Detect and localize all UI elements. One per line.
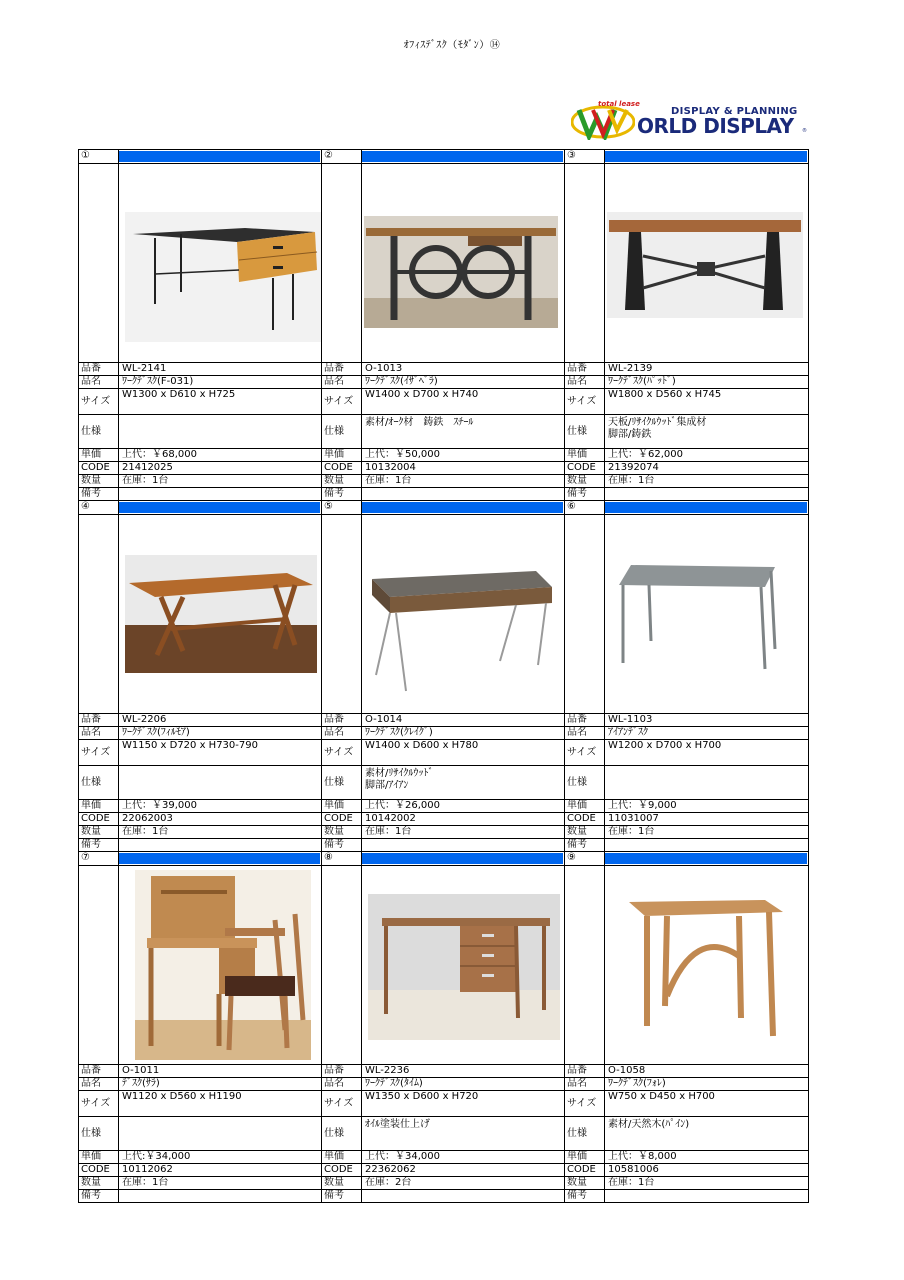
label-name: 品名 [322,1078,362,1090]
product-spec [362,766,564,799]
product-row-3 [79,852,809,1203]
product-price: 上代:￥34,000 [122,1151,191,1162]
label-price: 単価 [79,1151,119,1163]
label-qty: 数量 [322,826,362,838]
product-card [79,852,322,1203]
label-name: 品名 [322,376,362,388]
product-size: W1200 x D700 x H700 [608,740,722,751]
product-note [605,839,808,851]
product-photo-hutch-desk-with-chair [135,870,311,1064]
label-price: 単価 [322,1151,362,1163]
product-name: ｱｲｱﾝﾃﾞｽｸ [608,727,648,738]
label-price: 単価 [565,1151,605,1163]
product-index: ① [79,150,119,163]
label-code: CODE [322,813,362,825]
spec-line: 天板/ﾘｻｲｸﾙｳｯﾄﾞ集成材 [608,417,707,428]
product-card [79,150,322,501]
product-qty: 在庫：1台 [122,475,169,486]
product-note [119,839,321,851]
label-number: 品番 [565,363,605,375]
label-spec: 仕様 [79,1117,119,1150]
product-spec [362,1117,564,1150]
spec-line: 素材/ｵｰｸ材 鋳鉄 ｽﾁｰﾙ [365,417,474,428]
label-number: 品番 [79,1065,119,1077]
logo-name: ORLD DISPLAY [637,114,794,138]
product-spec [605,766,808,799]
product-code: 11031007 [608,813,659,824]
label-code: CODE [322,462,362,474]
label-qty: 数量 [565,826,605,838]
label-size: サイズ [322,1091,362,1116]
label-number: 品番 [565,1065,605,1077]
label-qty: 数量 [79,1177,119,1189]
label-price: 単価 [322,800,362,812]
label-size: サイズ [322,740,362,765]
product-photo-industrial-iron-desk [607,212,803,322]
product-number: WL-2139 [608,363,653,374]
product-price: 上代：￥34,000 [365,1151,440,1162]
label-spec: 仕様 [322,1117,362,1150]
label-spec: 仕様 [565,766,605,799]
product-number: O-1058 [608,1065,646,1076]
product-spec [119,1117,321,1150]
label-note: 備考 [565,839,605,851]
product-code: 22362062 [365,1164,416,1175]
product-photo-cast-iron-desk [364,216,558,332]
label-price: 単価 [565,800,605,812]
product-index: ⑨ [565,852,605,865]
product-note [362,1190,564,1202]
label-qty: 数量 [322,475,362,487]
label-price: 単価 [322,449,362,461]
label-code: CODE [79,1164,119,1176]
header-bar [362,502,563,513]
label-qty: 数量 [322,1177,362,1189]
product-price: 上代：￥26,000 [365,800,440,811]
product-name: ﾜｰｸﾃﾞｽｸ(ﾊﾟｯﾄﾞ) [608,376,676,387]
label-price: 単価 [79,449,119,461]
product-size: W750 x D450 x H700 [608,1091,715,1102]
product-number: WL-2236 [365,1065,410,1076]
product-card [322,501,565,852]
product-name: ﾜｰｸﾃﾞｽｸ(F-031) [122,376,194,387]
product-note [605,1190,808,1202]
product-photo-wood-desk-with-drawers [368,894,560,1044]
header-bar [119,151,320,162]
product-qty: 在庫：1台 [608,475,655,486]
product-card [565,852,809,1203]
label-spec: 仕様 [322,415,362,448]
label-number: 品番 [565,714,605,726]
product-spec [119,766,321,799]
product-name: ﾃﾞｽｸ(ｻﾗ) [122,1078,160,1089]
product-card [565,501,809,852]
product-name: ﾜｰｸﾃﾞｽｸ(ｲｻﾞﾍﾞﾗ) [365,376,438,387]
product-code: 22062003 [122,813,173,824]
product-qty: 在庫：1台 [608,826,655,837]
label-name: 品名 [565,727,605,739]
product-spec [362,415,564,448]
product-number: O-1013 [365,363,403,374]
label-note: 備考 [79,488,119,500]
label-note: 備考 [565,488,605,500]
product-price: 上代：￥50,000 [365,449,440,460]
label-name: 品名 [565,1078,605,1090]
product-index: ⑦ [79,852,119,865]
label-size: サイズ [79,389,119,414]
product-code: 10142002 [365,813,416,824]
label-qty: 数量 [565,1177,605,1189]
label-name: 品名 [565,376,605,388]
product-note [119,488,321,500]
product-code: 21412025 [122,462,173,473]
product-spec [605,1117,808,1150]
label-price: 単価 [565,449,605,461]
product-size: W1400 x D700 x H740 [365,389,479,400]
product-qty: 在庫：2台 [365,1177,412,1188]
product-size: W1300 x D610 x H725 [122,389,236,400]
label-size: サイズ [565,1091,605,1116]
product-index: ④ [79,501,119,514]
product-price: 上代：￥9,000 [608,800,677,811]
product-photo-pine-arch-desk [625,896,785,1050]
header-bar [119,502,320,513]
product-qty: 在庫：1台 [122,1177,169,1188]
product-spec [119,415,321,448]
product-size: W1120 x D560 x H1190 [122,1091,242,1102]
product-index: ⑤ [322,501,362,514]
label-name: 品名 [322,727,362,739]
label-code: CODE [565,813,605,825]
product-spec [605,415,808,448]
label-number: 品番 [322,714,362,726]
label-name: 品名 [79,727,119,739]
label-size: サイズ [322,389,362,414]
label-spec: 仕様 [79,766,119,799]
product-number: WL-1103 [608,714,653,725]
product-index: ⑧ [322,852,362,865]
product-photo-x-leg-wood-desk [125,555,317,677]
label-code: CODE [79,462,119,474]
label-note: 備考 [322,839,362,851]
product-note [605,488,808,500]
product-qty: 在庫：1台 [365,475,412,486]
label-spec: 仕様 [79,415,119,448]
logo-subtitle: DISPLAY & PLANNING [671,106,798,117]
product-note [119,1190,321,1202]
product-price: 上代：￥68,000 [122,449,197,460]
header-bar [605,151,807,162]
product-name: ﾜｰｸﾃﾞｽｸ(ﾌｫﾚ) [608,1078,666,1089]
header-bar [605,853,807,864]
header-bar [362,151,563,162]
product-name: ﾜｰｸﾃﾞｽｸ(ﾀｲﾑ) [365,1078,423,1089]
product-card [565,150,809,501]
product-row-2 [79,501,809,852]
spec-line: 脚部/鋳鉄 [608,429,652,440]
product-number: WL-2141 [122,363,167,374]
product-code: 21392074 [608,462,659,473]
logo-registered: ® [802,128,807,134]
label-note: 備考 [322,1190,362,1202]
product-row-1 [79,150,809,501]
product-number: O-1011 [122,1065,160,1076]
product-name: ﾜｰｸﾃﾞｽｸ(ｸﾚｲｸﾞ) [365,727,433,738]
product-code: 10581006 [608,1164,659,1175]
label-number: 品番 [79,363,119,375]
label-qty: 数量 [79,475,119,487]
product-card [79,501,322,852]
product-index: ⑥ [565,501,605,514]
logo-tagline: total lease [598,100,640,108]
product-index: ③ [565,150,605,163]
product-note [362,488,564,500]
product-photo-modern-desk-with-drawers [125,212,321,346]
product-size: W1150 x D720 x H730-790 [122,740,258,751]
product-qty: 在庫：1台 [608,1177,655,1188]
label-price: 単価 [79,800,119,812]
label-size: サイズ [565,740,605,765]
product-index: ② [322,150,362,163]
product-size: W1800 x D560 x H745 [608,389,722,400]
label-size: サイズ [79,740,119,765]
label-number: 品番 [79,714,119,726]
product-number: WL-2206 [122,714,167,725]
product-qty: 在庫：1台 [122,826,169,837]
label-name: 品名 [79,376,119,388]
label-size: サイズ [565,389,605,414]
label-code: CODE [322,1164,362,1176]
label-note: 備考 [79,1190,119,1202]
world-display-logo-icon [571,104,635,140]
product-code: 10132004 [365,462,416,473]
label-qty: 数量 [565,475,605,487]
spec-line: 素材/ﾘｻｲｸﾙｳｯﾄﾞ [365,768,434,779]
label-spec: 仕様 [322,766,362,799]
product-card [322,852,565,1203]
product-size: W1400 x D600 x H780 [365,740,479,751]
label-name: 品名 [79,1078,119,1090]
product-card [322,150,565,501]
product-price: 上代：￥39,000 [122,800,197,811]
label-code: CODE [79,813,119,825]
product-note [362,839,564,851]
header-bar [362,853,563,864]
product-price: 上代：￥62,000 [608,449,683,460]
label-spec: 仕様 [565,1117,605,1150]
label-note: 備考 [79,839,119,851]
spec-line: 素材/天然木(ﾊﾟｲﾝ) [608,1119,690,1130]
label-note: 備考 [322,488,362,500]
product-size: W1350 x D600 x H720 [365,1091,479,1102]
product-price: 上代：￥8,000 [608,1151,677,1162]
product-qty: 在庫：1台 [365,826,412,837]
product-photo-hairpin-leg-desk [366,565,556,699]
label-size: サイズ [79,1091,119,1116]
label-code: CODE [565,462,605,474]
header-bar [605,502,807,513]
product-name: ﾜｰｸﾃﾞｽｸ(ﾌｨﾙﾓｱ) [122,727,190,738]
product-photo-iron-desk [615,561,779,677]
product-number: O-1014 [365,714,403,725]
page-title: ｵﾌｨｽﾃﾞｽｸ（ﾓﾀﾞﾝ）⑭ [403,40,501,51]
header-bar [119,853,320,864]
product-grid [78,149,809,1203]
product-code: 10112062 [122,1164,173,1175]
company-logo [571,100,807,142]
label-note: 備考 [565,1190,605,1202]
spec-line: 脚部/ｱｲｱﾝ [365,780,409,791]
label-qty: 数量 [79,826,119,838]
label-number: 品番 [322,363,362,375]
spec-line: ｵｲﾙ塗装仕上げ [365,1119,430,1130]
label-number: 品番 [322,1065,362,1077]
label-code: CODE [565,1164,605,1176]
label-spec: 仕様 [565,415,605,448]
